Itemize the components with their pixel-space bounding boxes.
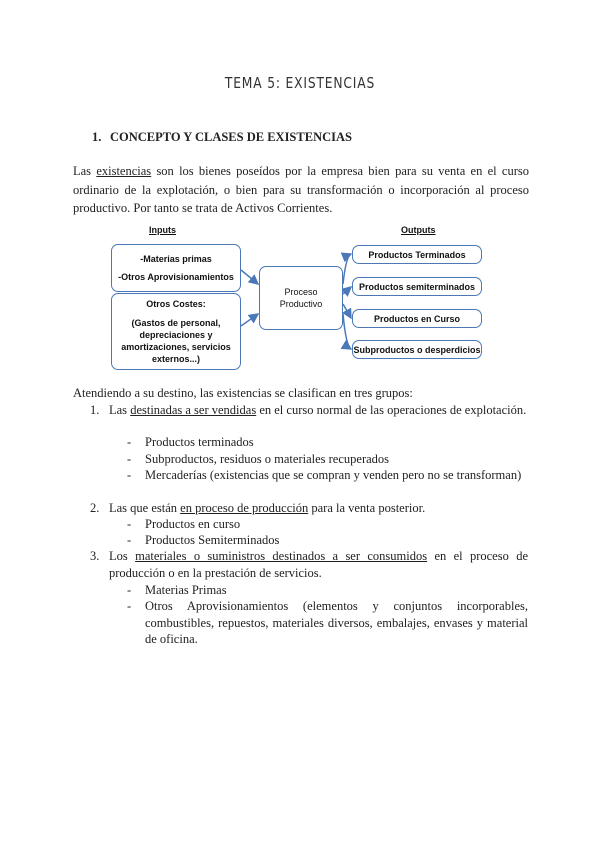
sub-item-text: Otros Aprovisionamientos (elementos y conjuntos incorporables, combustibles, repuestos, materiales diversos, embalajes, envases y material de oficina. xyxy=(145,599,528,646)
other-costs-box xyxy=(111,293,241,370)
dash-bullet: - xyxy=(127,533,132,547)
sub-item xyxy=(127,451,528,468)
list-lead: Las que están xyxy=(109,501,181,515)
process-box xyxy=(259,266,343,330)
output-box: Productos semiterminados xyxy=(352,277,482,296)
dash-bullet: - xyxy=(127,583,132,597)
section-heading xyxy=(92,130,352,145)
arrow-process-to-semiterminados xyxy=(343,287,351,294)
inputs-label: Inputs xyxy=(149,225,176,235)
dash-bullet: - xyxy=(127,599,132,613)
costs-detail: (Gastos de personal, depreciaciones y amortizaciones, servicios externos...) xyxy=(121,318,231,364)
sub-item xyxy=(127,598,528,648)
input-item: -Materias primas xyxy=(140,254,212,264)
costs-title: Otros Costes: xyxy=(146,299,206,309)
input-item: -Otros Aprovisionamientos xyxy=(118,272,234,282)
arrow-inputs-to-process xyxy=(241,270,258,284)
sub-item xyxy=(127,532,528,549)
inputs-box xyxy=(111,244,241,292)
list-lead: Los xyxy=(109,549,136,563)
sub-item xyxy=(127,516,528,533)
list-rest: para la venta posterior. xyxy=(308,501,426,515)
process-label-line: Proceso xyxy=(284,287,318,297)
arrow-process-to-subproductos xyxy=(343,314,351,349)
intro-paragraph xyxy=(73,162,529,218)
intro-term: existencias xyxy=(96,164,152,178)
list-number: 2. xyxy=(90,501,100,515)
sub-item-text: Productos Semiterminados xyxy=(145,533,280,547)
list-term: destinadas a ser vendidas xyxy=(130,403,257,417)
list-number: 3. xyxy=(90,549,100,563)
page-title: TEMA 5: EXISTENCIAS xyxy=(224,74,376,92)
list-item xyxy=(90,548,528,581)
sub-item xyxy=(127,582,528,599)
classification-intro: Atendiendo a su destino, las existencias se clasifican en tres grupos: xyxy=(73,386,413,400)
section-number: 1. xyxy=(92,130,102,144)
outputs-label: Outputs xyxy=(401,225,436,235)
list-item xyxy=(90,402,528,419)
section-title: CONCEPTO Y CLASES DE EXISTENCIAS xyxy=(110,130,352,144)
list-lead: Las xyxy=(109,403,131,417)
arrow-process-to-terminados xyxy=(343,254,351,284)
list-item xyxy=(90,500,528,517)
arrow-costs-to-process xyxy=(241,314,258,326)
dash-bullet: - xyxy=(127,452,132,466)
sub-item-text: Subproductos, residuos o materiales recuperados xyxy=(145,452,390,466)
output-box: Subproductos o desperdicios xyxy=(352,340,482,359)
sub-item-text: Productos en curso xyxy=(145,517,241,531)
list-rest: en el proceso de producción o en la prestación de servicios. xyxy=(109,549,528,580)
list-rest: en el curso normal de las operaciones de explotación. xyxy=(256,403,527,417)
output-box: Productos en Curso xyxy=(352,309,482,328)
output-box: Productos Terminados xyxy=(352,245,482,264)
dash-bullet: - xyxy=(127,468,132,482)
dash-bullet: - xyxy=(127,435,132,449)
sub-item-text: Materias Primas xyxy=(145,583,227,597)
intro-rest: son los bienes poseídos por la empresa bien para su venta en el curso ordinario de la explotación, o bien para su transformación o incorporación al proceso productivo. Por tanto se trata de Activos Corrientes. xyxy=(73,164,529,215)
list-term: en proceso de producción xyxy=(180,501,309,515)
sub-item-text: Mercaderías (existencias que se compran y venden pero no se transforman) xyxy=(145,468,522,482)
process-label-line: Productivo xyxy=(279,299,323,309)
sub-item xyxy=(127,467,528,484)
list-term: materiales o suministros destinados a ser consumidos xyxy=(135,549,428,563)
dash-bullet: - xyxy=(127,517,132,531)
sub-item xyxy=(127,434,528,451)
process-diagram xyxy=(0,222,600,370)
sub-item-text: Productos terminados xyxy=(145,435,254,449)
intro-lead: Las xyxy=(73,164,97,178)
arrow-process-to-en-curso xyxy=(343,304,351,318)
list-number: 1. xyxy=(90,403,100,417)
